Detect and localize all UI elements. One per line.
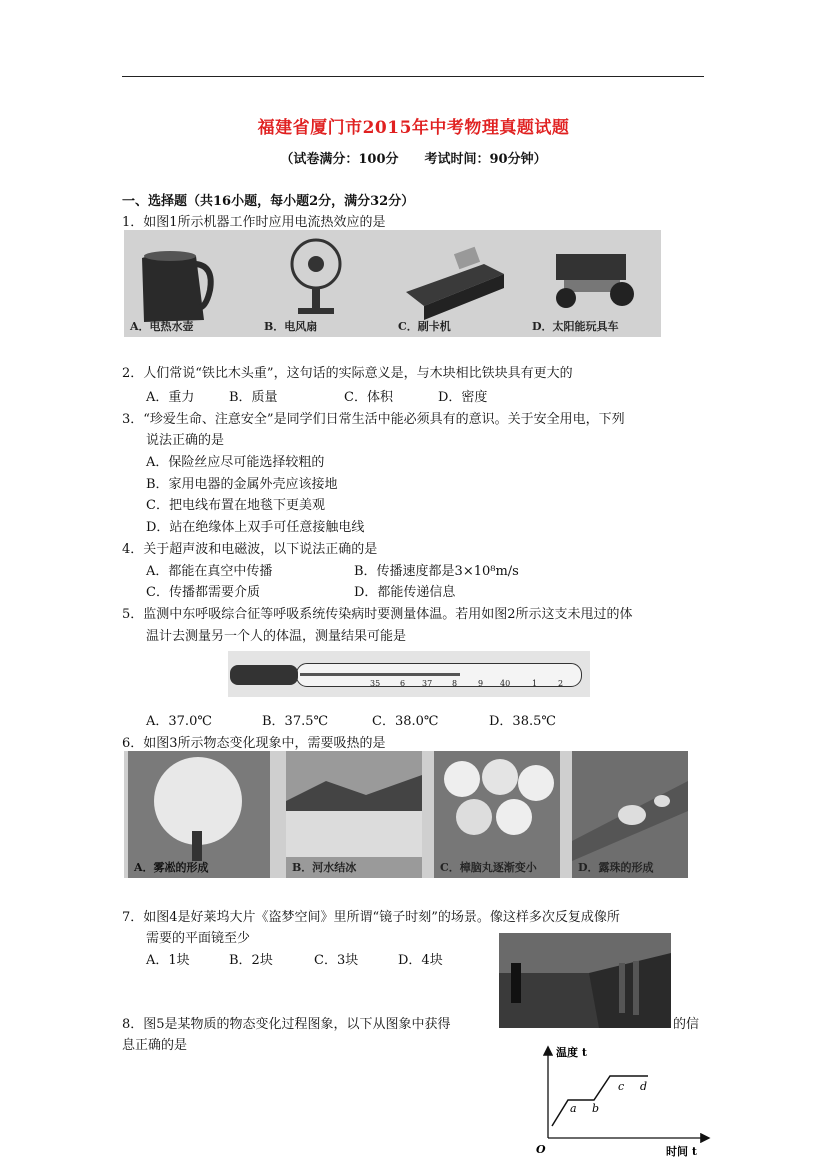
inception-mirror-image bbox=[499, 933, 671, 1028]
mothballs-image bbox=[434, 751, 560, 878]
dew-image bbox=[572, 751, 688, 878]
q6-stem: 6．如图3所示物态变化现象中，需要吸热的是 bbox=[122, 736, 386, 751]
q4-option-d: D．都能传递信息 bbox=[354, 585, 456, 600]
q5-stem-line2: 温计去测量另一个人的体温，测量结果可能是 bbox=[146, 629, 407, 644]
frozen-river-image bbox=[286, 751, 422, 878]
scale-label: 40 bbox=[500, 679, 511, 688]
q3-stem-line1: 3．“珍爱生命、注意安全”是同学们日常生活中能必须具有的意识。关于安全用电，下列 bbox=[122, 412, 625, 427]
q2-option-a: A．重力 bbox=[146, 390, 195, 405]
rime-image bbox=[128, 751, 270, 878]
q3-stem-line2: 说法正确的是 bbox=[146, 433, 225, 448]
solar-car-image bbox=[526, 230, 661, 337]
q6-caption-a: A．雾凇的形成 bbox=[134, 861, 209, 874]
kettle-image bbox=[124, 230, 258, 337]
q4-stem: 4．关于超声波和电磁波，以下说法正确的是 bbox=[122, 542, 378, 557]
point-label-a: a bbox=[570, 1102, 577, 1115]
thermometer-grip bbox=[230, 665, 298, 685]
q1-caption-c: C．刷卡机 bbox=[398, 320, 451, 333]
q3-option-c: C．把电线布置在地毯下更美观 bbox=[146, 498, 325, 513]
origin-label: O bbox=[536, 1143, 546, 1156]
q4-option-c: C．传播都需要介质 bbox=[146, 585, 260, 600]
thermometer-figure bbox=[228, 651, 590, 697]
figure-1 bbox=[124, 230, 661, 337]
page-title: 福建省厦门市2015年中考物理真题试题 bbox=[257, 118, 570, 138]
card-reader-image bbox=[392, 230, 526, 337]
q8-stem-line2: 息正确的是 bbox=[122, 1038, 188, 1053]
q4-option-a: A．都能在真空中传播 bbox=[146, 564, 273, 579]
header-rule bbox=[122, 76, 704, 77]
point-label-c: c bbox=[618, 1080, 625, 1093]
q6-caption-c: C．樟脑丸逐渐变小 bbox=[440, 861, 537, 874]
q5-option-b: B．37.5℃ bbox=[262, 714, 329, 729]
y-axis-label: 温度 t bbox=[556, 1046, 587, 1059]
q2-option-d: D．密度 bbox=[438, 390, 488, 405]
point-label-d: d bbox=[640, 1080, 648, 1093]
q4-option-b: B．传播速度都是3×10⁸m/s bbox=[354, 564, 519, 579]
q6-caption-b: B．河水结冰 bbox=[292, 861, 357, 874]
q7-option-b: B．2块 bbox=[229, 953, 273, 968]
q7-stem-line2: 需要的平面镜至少 bbox=[146, 931, 251, 946]
scale-label: 35 bbox=[370, 679, 381, 688]
scale-label: 6 bbox=[400, 679, 406, 688]
section-heading: 一、选择题（共16小题，每小题2分，满分32分） bbox=[122, 194, 415, 209]
scale-label: 1 bbox=[532, 679, 538, 688]
q5-option-c: C．38.0℃ bbox=[372, 714, 439, 729]
x-axis-label: 时间 t bbox=[666, 1145, 697, 1158]
q2-option-b: B．质量 bbox=[229, 390, 278, 405]
q2-option-c: C．体积 bbox=[344, 390, 393, 405]
q2-stem: 2．人们常说“铁比木头重”，这句话的实际意义是，与木块相比铁块具有更大的 bbox=[122, 366, 573, 381]
figure-3 bbox=[124, 751, 688, 878]
q8-stem-part-a: 8．图5是某物质的物态变化过程图象，以下从图象中获得 bbox=[122, 1017, 451, 1032]
q5-option-d: D．38.5℃ bbox=[489, 714, 556, 729]
fan-image bbox=[258, 230, 392, 337]
q1-stem: 1．如图1所示机器工作时应用电流热效应的是 bbox=[122, 215, 386, 230]
q3-option-d: D．站在绝缘体上双手可任意接触电线 bbox=[146, 520, 365, 535]
q7-option-a: A．1块 bbox=[146, 953, 190, 968]
q5-stem-line1: 5．监测中东呼吸综合征等呼吸系统传染病时要测量体温。若用如图2所示这支未甩过的体 bbox=[122, 607, 633, 622]
q1-caption-a: A．电热水壶 bbox=[130, 320, 194, 333]
scale-label: 9 bbox=[478, 679, 484, 688]
q3-option-a: A．保险丝应尽可能选择较粗的 bbox=[146, 455, 325, 470]
q7-option-c: C．3块 bbox=[314, 953, 359, 968]
page-subtitle: （试卷满分：100分 考试时间：90分钟） bbox=[280, 152, 547, 167]
scale-label: 37 bbox=[422, 679, 433, 688]
scale-label: 8 bbox=[452, 679, 458, 688]
q3-option-b: B．家用电器的金属外壳应该接地 bbox=[146, 477, 338, 492]
scale-label: 2 bbox=[558, 679, 564, 688]
q6-caption-d: D．露珠的形成 bbox=[578, 861, 654, 874]
figure-5-graph bbox=[530, 1042, 720, 1162]
point-label-b: b bbox=[592, 1102, 600, 1115]
q1-caption-d: D．太阳能玩具车 bbox=[532, 320, 619, 333]
q8-stem-part-b: 的信 bbox=[673, 1017, 700, 1032]
q5-option-a: A．37.0℃ bbox=[146, 714, 212, 729]
q7-option-d: D．4块 bbox=[398, 953, 443, 968]
mercury-column bbox=[300, 673, 460, 676]
temperature-curve bbox=[552, 1076, 648, 1126]
q1-caption-b: B．电风扇 bbox=[264, 320, 318, 333]
q7-stem-line1: 7．如图4是好莱坞大片《盗梦空间》里所谓“镜子时刻”的场景。像这样多次反复成像所 bbox=[122, 910, 620, 925]
